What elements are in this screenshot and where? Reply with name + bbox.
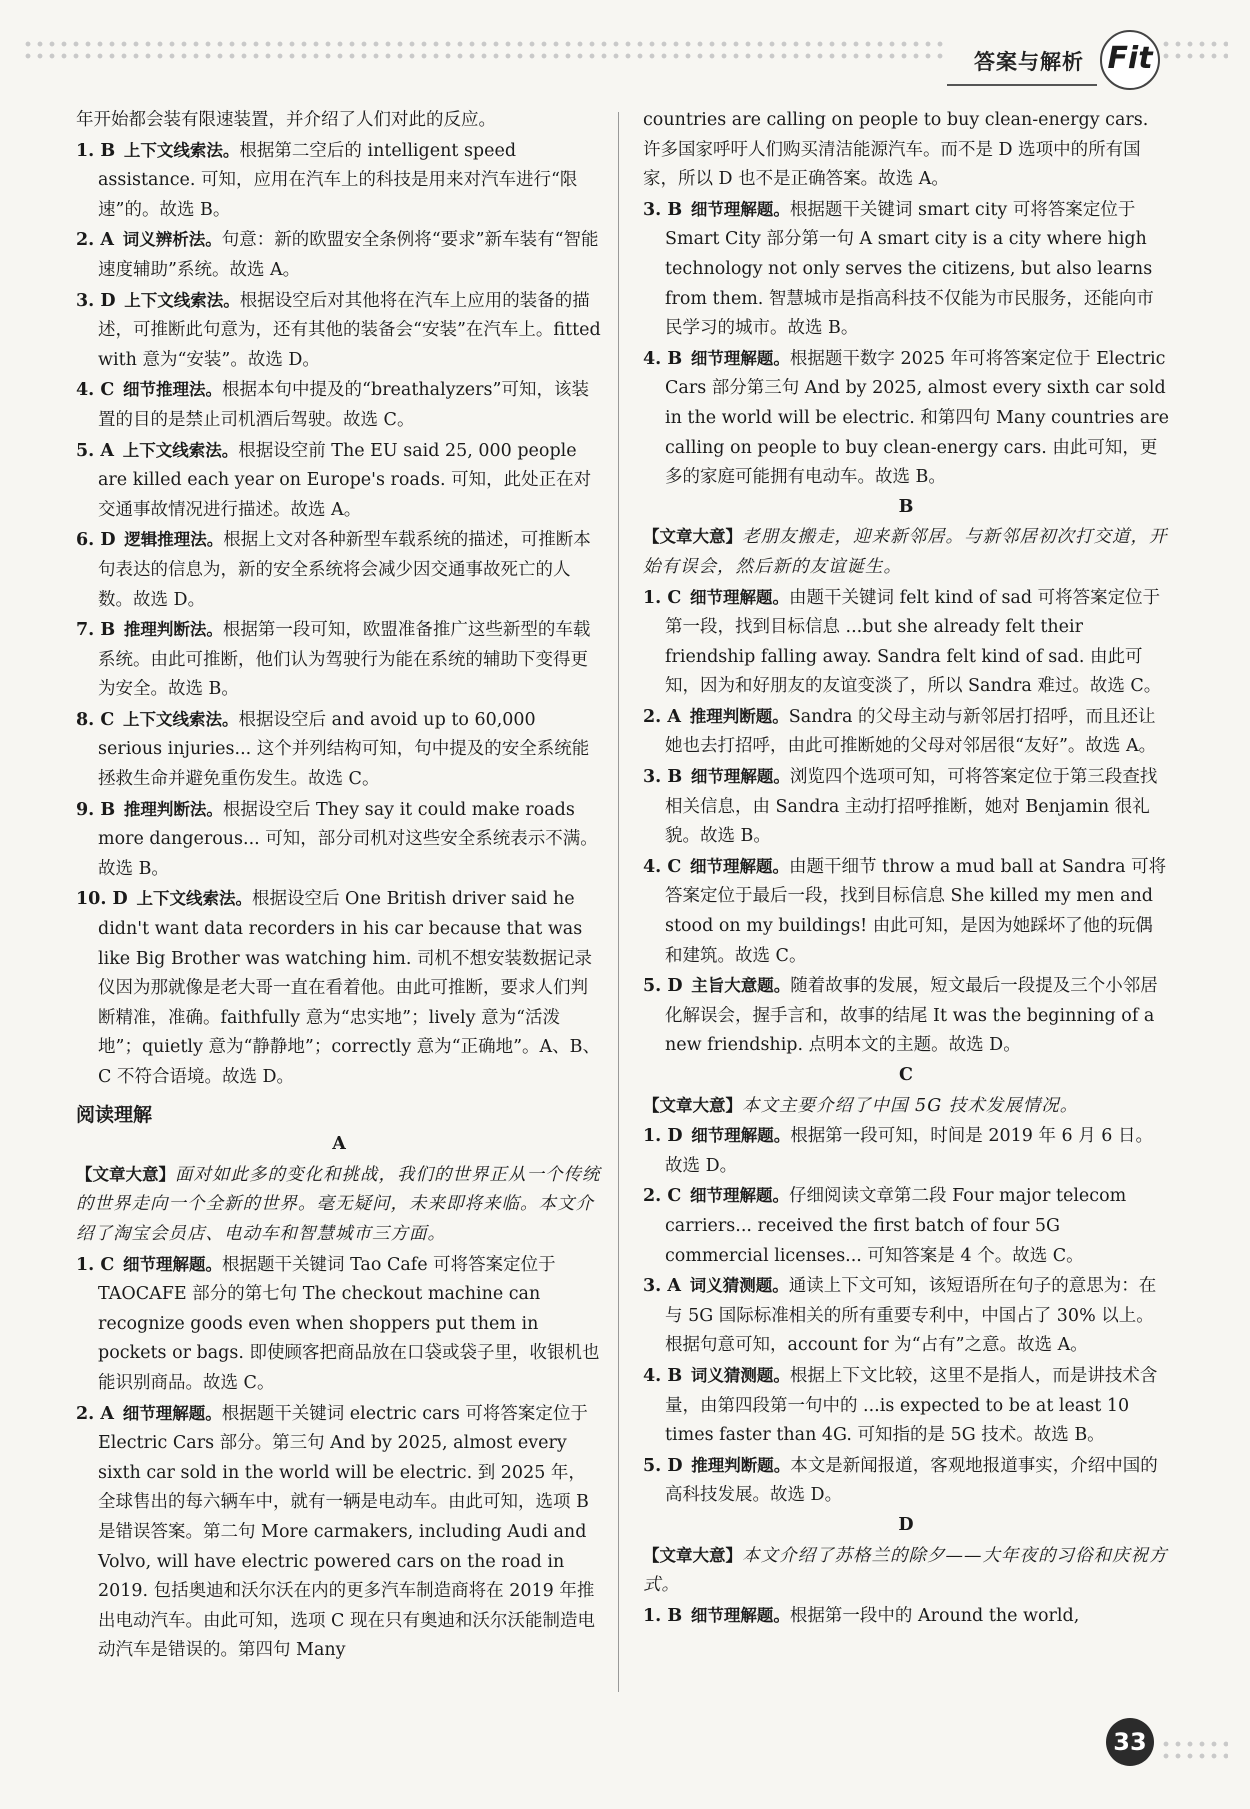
answer-method: 上下文线索法。 (122, 440, 239, 460)
answer-method: 推理判断法。 (123, 799, 223, 819)
answer-text: 仔细阅读文章第二段 Four major telecom carriers... received the first batch of four 5G commercial licenses... 可知答案是 4 个。故选 C。 (665, 1186, 1127, 1266)
answer-text: 根据设空后 and avoid up to 60,000 serious injuries... 这个并列结构可知，句中提及的安全系统能拯救生命并避免重伤发生。故选 C。 (98, 709, 590, 790)
summary-text: 本文主要介绍了中国 5G 技术发展情况。 (742, 1095, 1079, 1116)
answer-number: 1. C (76, 1254, 115, 1275)
answer-text: 根据第一段中的 Around the world, (789, 1605, 1080, 1626)
answer-method: 词义猜测题。 (690, 1365, 790, 1385)
answer-item (76, 1250, 602, 1399)
answer-method: 推理判断法。 (123, 620, 223, 640)
answer-item (643, 195, 1169, 344)
answer-method: 细节理解题。 (690, 587, 790, 607)
answer-item (643, 852, 1169, 971)
left-column (76, 106, 602, 1666)
answer-number: 4. C (76, 380, 115, 401)
answer-item (643, 971, 1169, 1061)
continued-text: 年开始都会装有限速装置，并介绍了人们对此的反应。 (76, 110, 496, 130)
article-summary (643, 1541, 1169, 1601)
section-heading: 阅读理解 (76, 1103, 153, 1126)
continued-text: countries are calling on people to buy clean-energy cars. 许多国家呼吁人们购买清洁能源汽车。而不是 D 选项中的所有国家，所以 D 也不是正确答案。故选 A。 (643, 110, 1149, 190)
answer-method: 推理判断题。 (691, 1455, 791, 1475)
answer-text: 根据第一段可知，欧盟准备推广这些新型的车载系统。由此可推断，他们认为驾驶行为能在系统的辅助下变得更为安全。故选 B。 (98, 620, 591, 700)
answer-number: 3. A (643, 1276, 681, 1297)
answer-method: 上下文线索法。 (124, 290, 240, 310)
answer-number: 3. B (643, 767, 683, 788)
answer-item (76, 795, 602, 885)
summary-tag: 【文章大意】 (76, 1164, 175, 1184)
answer-item (643, 1451, 1169, 1511)
summary-tag: 【文章大意】 (643, 1095, 742, 1115)
answer-number: 1. B (76, 140, 116, 161)
answer-method: 上下文线索法。 (123, 709, 239, 729)
answer-item (643, 583, 1169, 702)
answer-text: 本文是新闻报道，客观地报道事实，介绍中国的高科技发展。故选 D。 (665, 1455, 1158, 1506)
answer-text: 句意：新的欧盟安全条例将“要求”新车装有“智能速度辅助”系统。故选 A。 (98, 230, 599, 280)
summary-text: 老朋友搬走，迎来新邻居。与新邻居初次打交道，开始有误会，然后新的友谊诞生。 (643, 527, 1168, 577)
passage-label: D (898, 1514, 914, 1535)
article-summary (643, 1091, 1169, 1122)
answer-number: 1. B (643, 1605, 683, 1626)
answer-number: 2. C (643, 1186, 682, 1207)
summary-text: 本文介绍了苏格兰的除夕——大年夜的习俗和庆祝方式。 (643, 1545, 1168, 1596)
answer-method: 上下文线索法。 (123, 140, 240, 160)
answer-number: 7. B (76, 620, 116, 641)
answer-text: 浏览四个选项可知，可将答案定位于第三段查找相关信息，由 Sandra 主动打招呼推断，她对 Benjamin 很礼貌。故选 B。 (665, 767, 1158, 847)
answer-item (643, 1271, 1169, 1361)
answer-item (76, 225, 602, 285)
answer-number: 8. C (76, 709, 115, 730)
answer-method: 细节理解题。 (690, 1186, 790, 1206)
header-dot-pattern-left (22, 38, 947, 64)
answer-item (643, 1121, 1169, 1181)
header-dot-pattern-right (1160, 38, 1228, 64)
summary-tag: 【文章大意】 (643, 527, 742, 547)
answer-text: 根据上文对各种新型车载系统的描述，可推断本句表达的信息为，新的安全系统将会减少因交通事故死亡的人数。故选 D。 (98, 530, 591, 610)
answer-item (76, 884, 602, 1092)
answer-text: 根据题干关键词 electric cars 可将答案定位于 Electric Cars 部分。第三句 And by 2025, almost every sixth car sold in the world will be electric. 到 2025 年，全球售出的每六辆车中，就有一辆是电动车。由此可知，选项 B 是错误答案。第二句 More carmakers, including Audi and Volvo, will have electric powered cars on the road in 2019. 包括奥迪和沃尔沃在内的更多汽车制造商将在 2019 年推出电动汽车。由此可知，选项 C 现在只有奥迪和沃尔沃能制造电动汽车是错误的。第四句 Many (98, 1403, 596, 1661)
answer-item (76, 375, 602, 435)
answer-method: 细节理解题。 (691, 1126, 791, 1146)
answer-method: 细节理解题。 (123, 1254, 223, 1274)
answer-text: 根据题干关键词 smart city 可将答案定位于 Smart City 部分第一句 A smart city is a city where high technology not only serves the citizens, but also learns from them. 智慧城市是指高科技不仅能为市民服务，还能向市民学习的城市。故选 B。 (665, 199, 1154, 339)
answer-number: 2. A (643, 706, 681, 727)
answer-text: 根据第二空后的 intelligent speed assistance. 可知，应用在汽车上的科技是用来对汽车进行“限速”的。故选 B。 (98, 140, 578, 220)
answer-number: 1. D (643, 1126, 683, 1147)
answer-number: 5. D (643, 1455, 683, 1476)
passage-label: A (332, 1134, 346, 1155)
answer-item (643, 344, 1169, 493)
answer-number: 9. B (76, 799, 116, 820)
answer-method: 逻辑推理法。 (124, 530, 224, 550)
answer-text: 由题干关键词 felt kind of sad 可将答案定位于第一段，找到目标信息 ...but she already felt their friendship falling away. Sandra felt kind of sad. 由此可知，因为和好朋友的友谊变淡了，所以 Sandra 难过。故选 C。 (665, 587, 1162, 697)
article-summary (643, 522, 1169, 582)
answer-item (76, 1399, 602, 1666)
answer-item (643, 1361, 1169, 1451)
answer-method: 细节理解题。 (690, 199, 790, 219)
answer-number: 5. A (76, 440, 114, 461)
passage-label: B (898, 496, 914, 517)
answer-number: 4. B (643, 348, 683, 369)
answer-text: 根据设空后 One British driver said he didn't want data recorders in his car because that was like Big Brother was watching him. 司机不想安装数据记录仪因为那就像是老大哥一直在看着他。由此可推断，要求人们判断精准，准确。faithfully 意为“忠实地”；lively 意为“活泼地”；quietly 意为“静静地”；correctly 意为“正确地”。A、B、C 不符合语境。故选 D。 (98, 889, 601, 1087)
answer-text: 根据上下文比较，这里不是指人，而是讲技术含量，由第四段第一句中的 ...is expected to be at least 10 times faster than 4G. 可知指的是 5G 技术。故选 B。 (665, 1365, 1158, 1446)
answer-item (76, 136, 602, 226)
answer-text: 根据题干关键词 Tao Cafe 可将答案定位于 TAOCAFE 部分的第七句 The checkout machine can recognize goods even when shoppers put them in pockets or bags. 即使顾客把商品放在口袋或袋子里，收银机也能识别商品。故选 C。 (98, 1254, 600, 1393)
summary-tag: 【文章大意】 (643, 1545, 742, 1565)
answer-text: Sandra 的父母主动与新邻居打招呼，而且还让她也去打招呼，由此可推断她的父母对邻居很“友好”。故选 A。 (665, 706, 1157, 757)
article-summary (76, 1160, 602, 1250)
answer-text: 根据题干数字 2025 年可将答案定位于 Electric Cars 部分第三句 And by 2025, almost every sixth car sold in the world will be electric. 和第四句 Many countries are calling on people to buy clean-energy cars. 由此可知，更多的家庭可能拥有电动车。故选 B。 (665, 348, 1169, 488)
answer-text: 根据本句中提及的“breathalyzers”可知，该装置的目的是禁止司机酒后驾驶。故选 C。 (98, 380, 589, 430)
answer-number: 3. B (643, 199, 683, 220)
answer-text: 根据设空后 They say it could make roads more dangerous... 可知，部分司机对这些安全系统表示不满。故选 B。 (98, 799, 598, 879)
header-title: 答案与解析 (974, 50, 1084, 74)
answer-number: 5. D (643, 976, 683, 997)
page-number: 33 (1106, 1718, 1154, 1766)
answer-number: 4. C (643, 856, 682, 877)
header-rule (947, 84, 1097, 86)
answer-text: 随着故事的发展，短文最后一段提及三个小邻居化解误会，握手言和，故事的结尾 It was the beginning of a new friendship. 点明本文的主题。故选 D。 (665, 976, 1158, 1056)
answer-item (643, 762, 1169, 852)
answer-item (643, 1601, 1169, 1632)
answer-method: 细节推理法。 (123, 380, 223, 400)
answer-text: 由题干细节 throw a mud ball at Sandra 可将答案定位于最后一段，找到目标信息 She killed my men and stood on my buildings! 由此可知，是因为她踩坏了他的玩偶和建筑。故选 C。 (665, 856, 1167, 966)
answer-method: 细节理解题。 (690, 348, 790, 368)
answer-item (76, 525, 602, 615)
right-column (643, 106, 1169, 1631)
answer-method: 主旨大意题。 (691, 976, 791, 996)
answer-number: 2. A (76, 1403, 114, 1424)
footer-dot-pattern (1160, 1738, 1228, 1764)
answer-item (76, 615, 602, 705)
answer-text: 根据设空前 The EU said 25, 000 people are killed each year on Europe's roads. 可知，此处正在对交通事故情况进行描述。故选 A。 (98, 440, 592, 520)
answer-method: 细节理解题。 (122, 1403, 222, 1423)
answer-number: 4. B (643, 1365, 683, 1386)
answer-item (643, 702, 1169, 762)
answer-number: 2. A (76, 230, 114, 251)
answer-number: 3. D (76, 290, 116, 311)
answer-method: 细节理解题。 (690, 1605, 790, 1625)
summary-text: 面对如此多的变化和挑战，我们的世界正从一个传统的世界走向一个全新的世界。毫无疑问，未来即将来临。本文介绍了淘宝会员店、电动车和智慧城市三方面。 (76, 1164, 601, 1244)
passage-label: C (899, 1065, 913, 1085)
answer-method: 推理判断题。 (689, 706, 789, 726)
column-divider (618, 112, 619, 1692)
answer-text: 根据第一段可知，时间是 2019 年 6 月 6 日。故选 D。 (665, 1126, 1153, 1176)
answer-item (76, 705, 602, 795)
answer-text: 通读上下文可知，该短语所在句子的意思为：在与 5G 国际标准相关的所有重要专利中，中国占了 30% 以上。根据句意可知，account for 为“占有”之意。故选 A。 (665, 1276, 1157, 1356)
answer-method: 细节理解题。 (690, 767, 790, 787)
answer-number: 6. D (76, 530, 116, 551)
answer-method: 上下文线索法。 (136, 889, 252, 909)
answer-item (643, 1181, 1169, 1271)
answer-number: 10. D (76, 889, 128, 910)
answer-method: 词义辨析法。 (122, 230, 222, 250)
answer-number: 1. C (643, 587, 682, 608)
answer-method: 细节理解题。 (690, 856, 790, 876)
fit-logo: Fit (1100, 30, 1160, 90)
answer-text: 根据设空后对其他将在汽车上应用的装备的描述，可推断此句意为，还有其他的装备会“安装”在汽车上。fitted with 意为“安装”。故选 D。 (98, 290, 601, 370)
answer-method: 词义猜测题。 (689, 1276, 789, 1296)
answer-item (76, 436, 602, 526)
answer-item (76, 286, 602, 376)
